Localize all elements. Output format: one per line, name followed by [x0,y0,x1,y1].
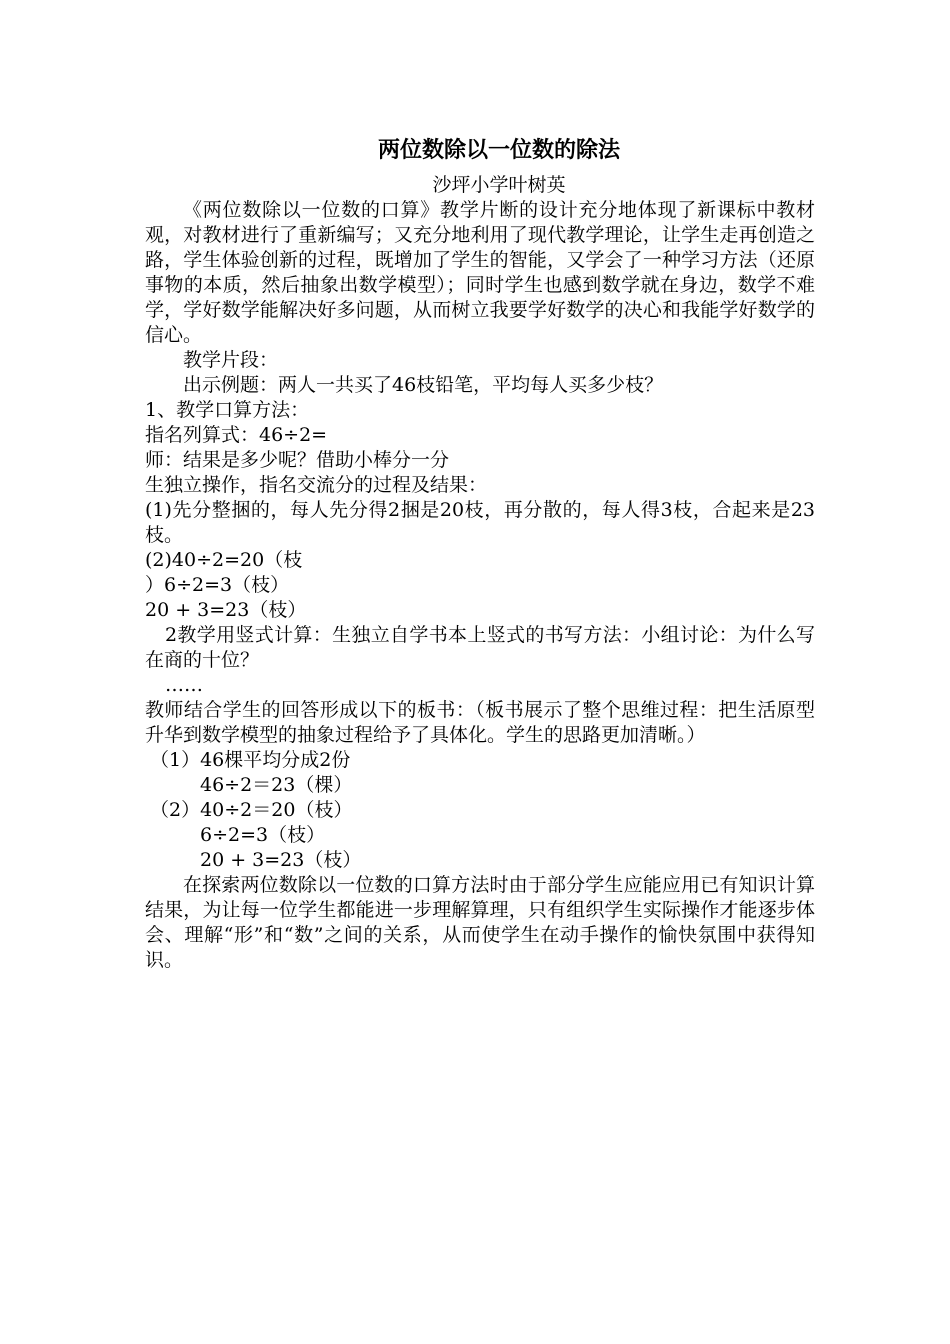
document-title: 两位数除以一位数的除法 [377,137,620,163]
section-label: 教学片段： [183,349,279,371]
step-heading: 1、教学口算方法： [145,399,310,421]
body-line: 20 + 3=23（枝） [145,599,307,621]
board-line: 46÷2＝23（棵） [200,774,353,796]
board-line: 6÷2=3（枝） [200,824,326,846]
board-line: （2）40÷2＝20（枝） [150,799,353,821]
ellipsis-line: …… [165,674,203,696]
body-line: 教师结合学生的回答形成以下的板书：（板书展示了整个思维过程：把生活原型升华到数学模型的抽象过程给予了具体化。学生的思路更加清晰。） [145,699,815,746]
body-line: ）6÷2=3（枝） [145,574,290,596]
body-line: (2)40÷2=20（枝 [145,549,303,571]
intro-paragraph: 《两位数除以一位数的口算》教学片断的设计充分地体现了新课标中教材观，对教材进行了重新编写；又充分地利用了现代教学理论，让学生走再创造之路，学生体验创新的过程，既增加了学生的智能，又学会了一种学习方法（还原事物的本质，然后抽象出数学模型）；同时学生也感到数学就在身边，数学不难学，学好数学能解决好多问题，从而树立我要学好数学的决心和我能学好数学的信心。 [145,199,815,346]
board-line: 20 + 3=23（枝） [200,849,362,871]
step-heading: 2教学用竖式计算：生独立自学书本上竖式的书写方法：小组讨论：为什么写在商的十位？ [145,624,815,671]
body-line: (1)先分整捆的，每人先分得2捆是20枝，再分散的，每人得3枝，合起来是23枝。 [145,499,815,546]
body-line: 师：结果是多少呢？借助小棒分一分 [145,449,450,471]
example-problem: 出示例题：两人一共买了46枝铅笔，平均每人买多少枝？ [183,374,664,396]
body-line: 生独立操作，指名交流分的过程及结果： [145,474,488,496]
document-body [145,132,815,973]
board-line: （1）46棵平均分成2份 [150,749,351,771]
body-line: 指名列算式：46÷2= [145,424,328,446]
closing-paragraph: 在探索两位数除以一位数的口算方法时由于部分学生应能应用已有知识计算结果，为让每一位学生都能进一步理解算理，只有组织学生实际操作才能逐步体会、理解“形”和“数”之间的关系，从而使学生在动手操作的愉快氛围中获得知识。 [145,874,815,971]
document-author: 沙坪小学叶树英 [432,174,566,196]
